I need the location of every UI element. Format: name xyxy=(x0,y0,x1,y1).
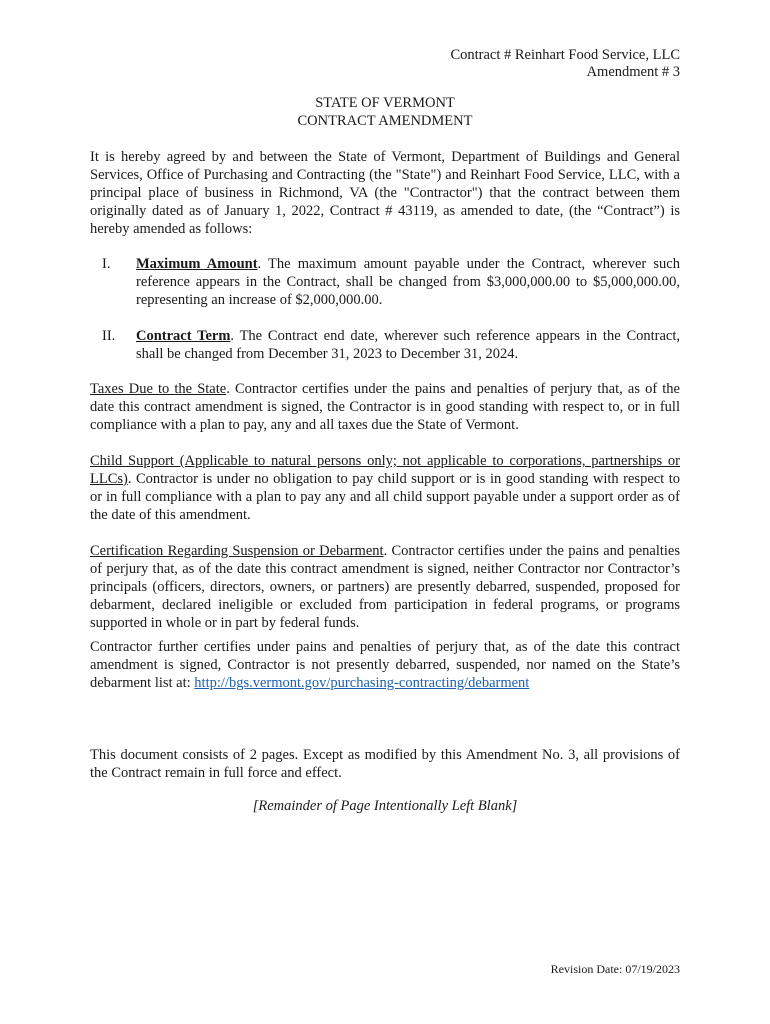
closing-paragraph: This document consists of 2 pages. Except as modified by this Amendment No. 3, all provisions of the Contract remain in full force and effect. xyxy=(90,747,680,781)
certification-body: . Contractor certifies under the pains and penalties of perjury that, as of the date this contract amendment is signed, neither Contractor nor Contractor’s principals (officers, directors, owners, or partners) are presently debarred, suspended, proposed for debarment, declared ineligible or excluded from participation in federal programs, or programs supported in whole or in part by federal funds. xyxy=(90,543,680,631)
document-header xyxy=(450,47,680,81)
item-heading: Contract Term xyxy=(136,328,231,344)
item-number: I. xyxy=(102,256,111,272)
item-heading: Maximum Amount xyxy=(136,256,258,272)
document-title xyxy=(0,94,770,130)
child-support-body: . Contractor is under no obligation to pay child support or is in good standing with respect to or in full compliance with a plan to pay any and all child support payable under a support order as of the date of this amendment. xyxy=(90,471,680,523)
debarment-list-link[interactable]: http://bgs.vermont.gov/purchasing-contracting/debarment xyxy=(194,675,530,691)
item-number: II. xyxy=(102,328,116,344)
item-text xyxy=(136,327,680,363)
child-support-paragraph xyxy=(90,452,680,524)
remainder-notice: [Remainder of Page Intentionally Left Blank] xyxy=(252,798,518,814)
further-body: Contractor further certifies under pains and penalties of perjury that, as of the date this contract amendment is signed, Contractor is not presently debarred, suspended, nor named on the State’s debarment list at: xyxy=(90,639,680,691)
header-contract-line: Contract # Reinhart Food Service, LLC xyxy=(450,47,680,63)
child-support-heading: Child Support (Applicable to natural persons only; not applicable to corporations, partnerships or LLCs) xyxy=(90,453,680,487)
item-body: . The maximum amount payable under the Contract, wherever such reference appears in the Contract, shall be changed from $3,000,000.00 to $5,000,000.00, representing an increase of $2,000,000.00. xyxy=(136,256,680,308)
item-text xyxy=(136,255,680,309)
further-certification-paragraph xyxy=(90,638,680,692)
taxes-heading: Taxes Due to the State xyxy=(90,381,227,397)
certification-heading: Certification Regarding Suspension or Debarment xyxy=(90,543,384,559)
item-body: . The Contract end date, wherever such reference appears in the Contract, shall be changed from December 31, 2023 to December 31, 2024. xyxy=(136,328,681,362)
intro-paragraph: It is hereby agreed by and between the State of Vermont, Department of Buildings and General Services, Office of Purchasing and Contracting (the "State") and Reinhart Food Service, LLC, with a principal place of business in Richmond, VA (the "Contractor") that the contract between them originally dated as of January 1, 2022, Contract # 43119, as amended to date, (the “Contract”) is hereby amended as follows: xyxy=(90,149,680,237)
taxes-paragraph xyxy=(90,380,680,434)
title-amendment: CONTRACT AMENDMENT xyxy=(297,113,473,129)
title-state: STATE OF VERMONT xyxy=(315,95,455,111)
certification-paragraph xyxy=(90,542,680,632)
taxes-body: . Contractor certifies under the pains and penalties of perjury that, as of the date this contract amendment is signed, the Contractor is in good standing with respect to, or in full compliance with a plan to pay, any and all taxes due the State of Vermont. xyxy=(90,381,680,433)
revision-date: Revision Date: 07/19/2023 xyxy=(550,962,680,976)
header-amendment-line: Amendment # 3 xyxy=(586,64,680,80)
